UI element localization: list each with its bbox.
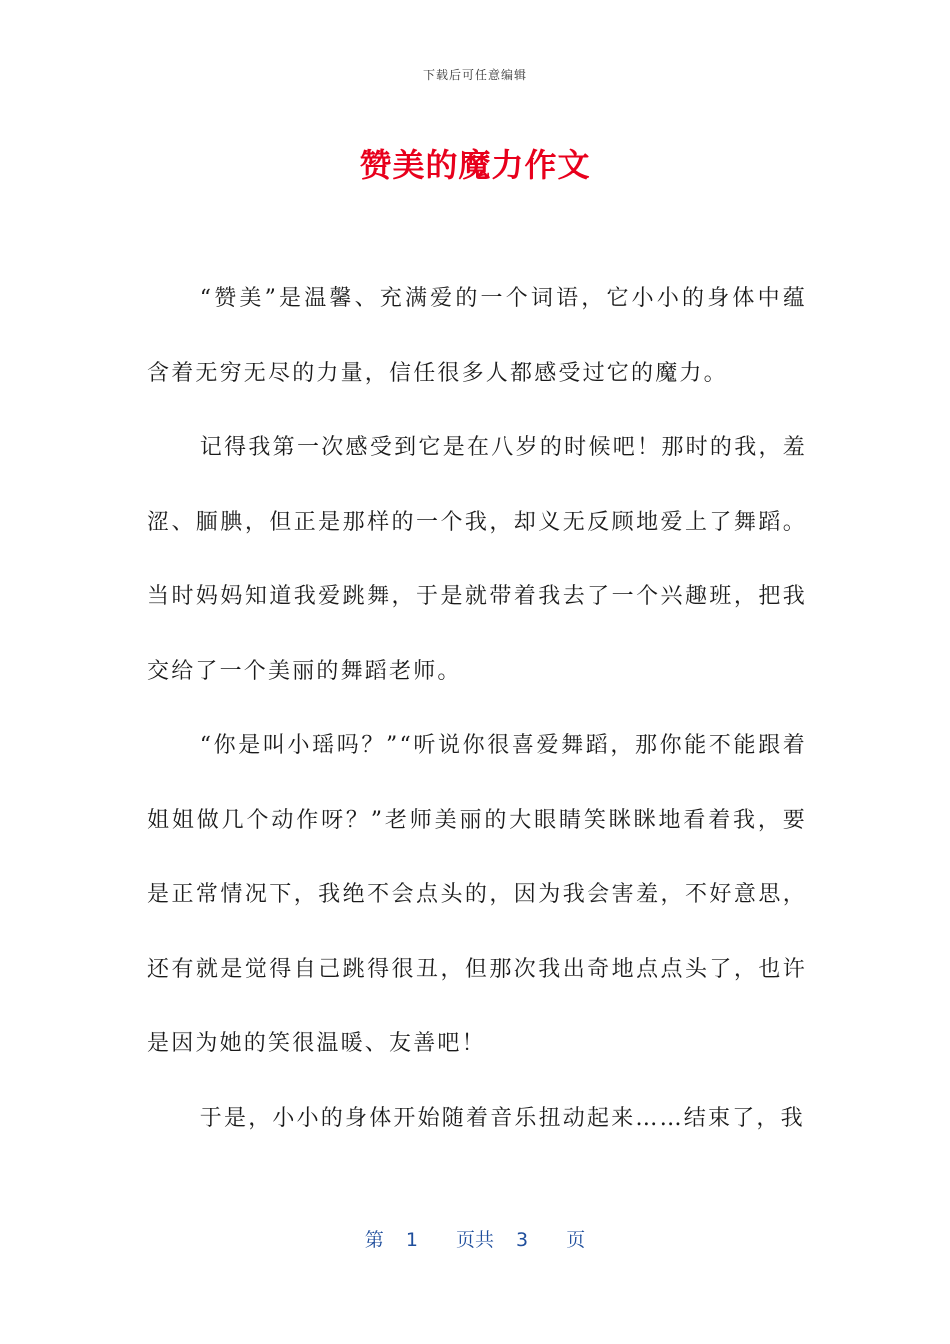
- page-footer: [0, 1225, 950, 1252]
- footer-current-page: 1: [405, 1229, 418, 1251]
- paragraph: 记得我第一次感受到它是在八岁的时候吧！那时的我，羞涩、腼腆，但正是那样的一个我，却义无反顾地爱上了舞蹈。当时妈妈知道我爱跳舞，于是就带着我去了一个兴趣班，把我交给了一个美丽的舞蹈老师。: [147, 435, 807, 684]
- footer-middle: 页共: [455, 1229, 494, 1251]
- paragraph: 于是，小小的身体开始随着音乐扭动起来……结束了，我: [199, 1105, 805, 1131]
- header-note: 下载后可任意编辑: [422, 68, 527, 82]
- footer-total-pages: 3: [516, 1229, 529, 1251]
- footer-prefix: 第: [364, 1229, 384, 1251]
- document-title: 赞美的魔力作文: [359, 146, 591, 184]
- document-body: [147, 262, 807, 1156]
- paragraph: “赞美”是温馨、充满爱的一个词语，它小小的身体中蕴含着无穷无尽的力量，信任很多人都感受过它的魔力。: [147, 286, 807, 386]
- paragraph: “你是叫小瑶吗？”“听说你很喜爱舞蹈，那你能不能跟着姐姐做几个动作呀？”老师美丽的大眼睛笑眯眯地看着我，要是正常情况下，我绝不会点头的，因为我会害羞，不好意思，还有就是觉得自己跳得很丑，但那次我出奇地点点头了，也许是因为她的笑很温暖、友善吧！: [147, 733, 807, 1056]
- footer-suffix: 页: [566, 1229, 586, 1251]
